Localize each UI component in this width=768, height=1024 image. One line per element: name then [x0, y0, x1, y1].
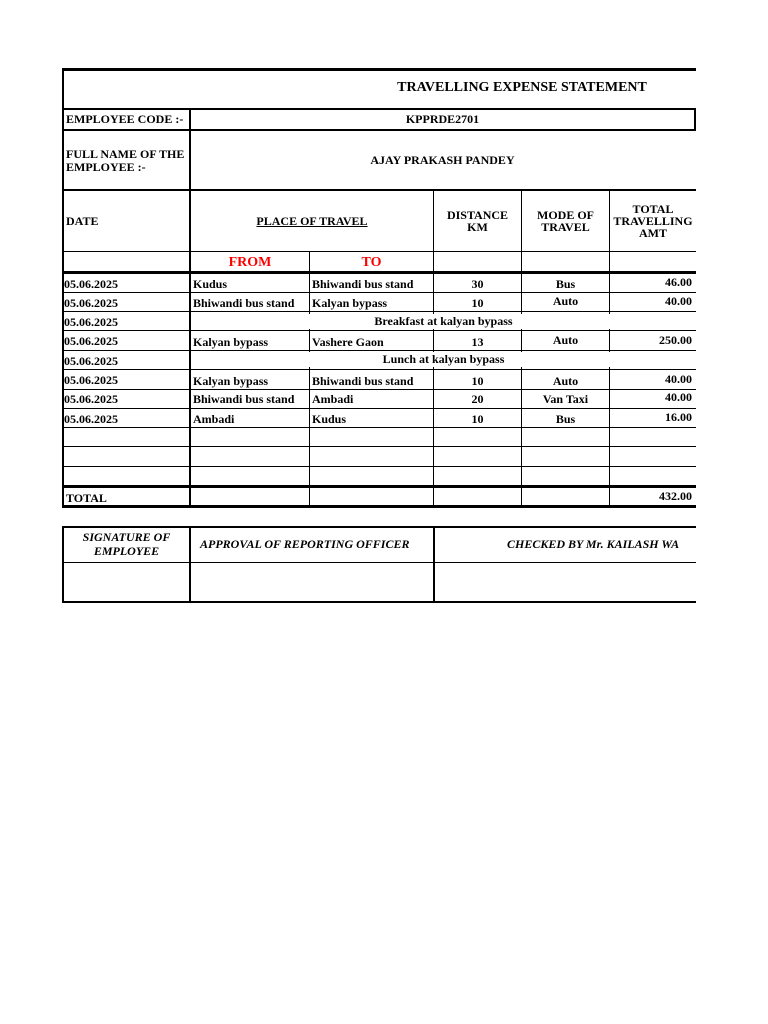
row-8-amt: 16.00: [665, 410, 692, 424]
row-3-note: Breakfast at kalyan bypass: [191, 314, 696, 329]
code-divider: [62, 129, 696, 131]
row-6-amt: 40.00: [665, 372, 692, 386]
header-amt-line1: TOTAL: [632, 202, 674, 216]
signature-col-line-2: [433, 526, 435, 603]
row-6-km: 10: [471, 374, 484, 388]
header-amt-line3: AMT: [639, 226, 667, 240]
signature-top-border: [62, 526, 696, 528]
header-distance-line1: DISTANCE: [446, 208, 509, 222]
row-1-km: 30: [471, 277, 484, 291]
full-name-value: AJAY PRAKASH PANDEY: [370, 153, 515, 167]
row-line-5: [62, 369, 696, 370]
row-4-amt: 250.00: [659, 333, 692, 347]
row-line-2: [62, 311, 696, 312]
header-date: DATE: [66, 214, 99, 228]
row-4-from: Kalyan bypass: [193, 335, 269, 349]
row-8-date: 05.06.2025: [64, 412, 118, 426]
header-divider: [62, 251, 696, 252]
header-place-of-travel: PLACE OF TRAVEL: [256, 214, 368, 228]
checked-by-label: CHECKED BY Mr. KAILASH WA: [507, 537, 680, 551]
row-line-4: [62, 350, 696, 351]
col-line-km: [521, 189, 522, 508]
row-8-to: Kudus: [312, 412, 347, 426]
row-2-from: Bhiwandi bus stand: [193, 296, 295, 310]
row-7-date: 05.06.2025: [64, 392, 118, 406]
row-2-mode: Auto: [552, 294, 579, 308]
header-to: TO: [361, 255, 382, 270]
header-from: FROM: [228, 255, 272, 270]
total-amount: 432.00: [659, 489, 692, 503]
full-name-label-line1: FULL NAME OF THE: [66, 147, 185, 161]
row-line-9: [62, 446, 696, 447]
right-border-code: [694, 108, 696, 131]
signature-divider: [62, 562, 696, 563]
approval-label: APPROVAL OF REPORTING OFFICER: [200, 537, 410, 551]
from-to-divider: [62, 271, 696, 274]
row-6-mode: Auto: [552, 374, 579, 388]
row-8-from: Ambadi: [193, 412, 235, 426]
header-distance-line2: KM: [467, 220, 488, 234]
row-6-to: Bhiwandi bus stand: [312, 374, 414, 388]
row-2-km: 10: [471, 296, 484, 310]
row-line-7: [62, 408, 696, 409]
row-line-3: [62, 330, 696, 331]
header-mode-line2: TRAVEL: [541, 220, 590, 234]
row-1-amt: 46.00: [665, 275, 692, 289]
row-6-date: 05.06.2025: [64, 373, 118, 387]
employee-code-value: KPPRDE2701: [405, 112, 480, 126]
row-2-to: Kalyan bypass: [312, 296, 388, 310]
top-border: [62, 68, 696, 71]
row-5-note: Lunch at kalyan bypass: [191, 352, 696, 367]
row-8-km: 10: [471, 412, 484, 426]
row-7-mode: Van Taxi: [542, 392, 589, 406]
row-7-from: Bhiwandi bus stand: [193, 392, 295, 406]
signature-label-line1: SIGNATURE OF: [82, 530, 171, 544]
row-8-mode: Bus: [555, 412, 576, 426]
row-line-8: [62, 427, 696, 428]
signature-bottom-border: [62, 601, 696, 603]
row-7-to: Ambadi: [312, 392, 354, 406]
row-1-date: 05.06.2025: [64, 277, 118, 291]
signature-label-line2: EMPLOYEE: [93, 544, 160, 558]
header-mode-line1: MODE OF: [537, 208, 594, 222]
row-line-1: [62, 292, 696, 293]
row-3-date: 05.06.2025: [64, 315, 118, 329]
row-4-km: 13: [471, 335, 484, 349]
employee-code-label: EMPLOYEE CODE :-: [66, 112, 184, 126]
row-line-10: [62, 466, 696, 467]
expense-statement-sheet: [62, 68, 696, 608]
total-label: TOTAL: [66, 491, 107, 505]
row-4-mode: Auto: [552, 333, 579, 347]
row-line-6: [62, 389, 696, 390]
page-title: TRAVELLING EXPENSE STATEMENT: [397, 80, 647, 95]
row-1-to: Bhiwandi bus stand: [312, 277, 414, 291]
header-amt-line2: TRAVELLING: [613, 214, 693, 228]
row-1-mode: Bus: [555, 277, 576, 291]
row-7-km: 20: [471, 392, 484, 406]
row-4-date: 05.06.2025: [64, 334, 118, 348]
row-2-amt: 40.00: [665, 294, 692, 308]
row-7-amt: 40.00: [665, 390, 692, 404]
signature-col-line-1: [189, 526, 191, 603]
row-4-to: Vashere Gaon: [312, 335, 384, 349]
title-divider: [62, 108, 696, 110]
row-5-date: 05.06.2025: [64, 354, 118, 368]
total-top-border: [62, 485, 696, 488]
row-6-from: Kalyan bypass: [193, 374, 269, 388]
row-1-from: Kudus: [193, 277, 228, 291]
name-divider: [62, 189, 696, 191]
row-2-date: 05.06.2025: [64, 296, 118, 310]
full-name-label-line2: EMPLOYEE :-: [66, 160, 146, 174]
